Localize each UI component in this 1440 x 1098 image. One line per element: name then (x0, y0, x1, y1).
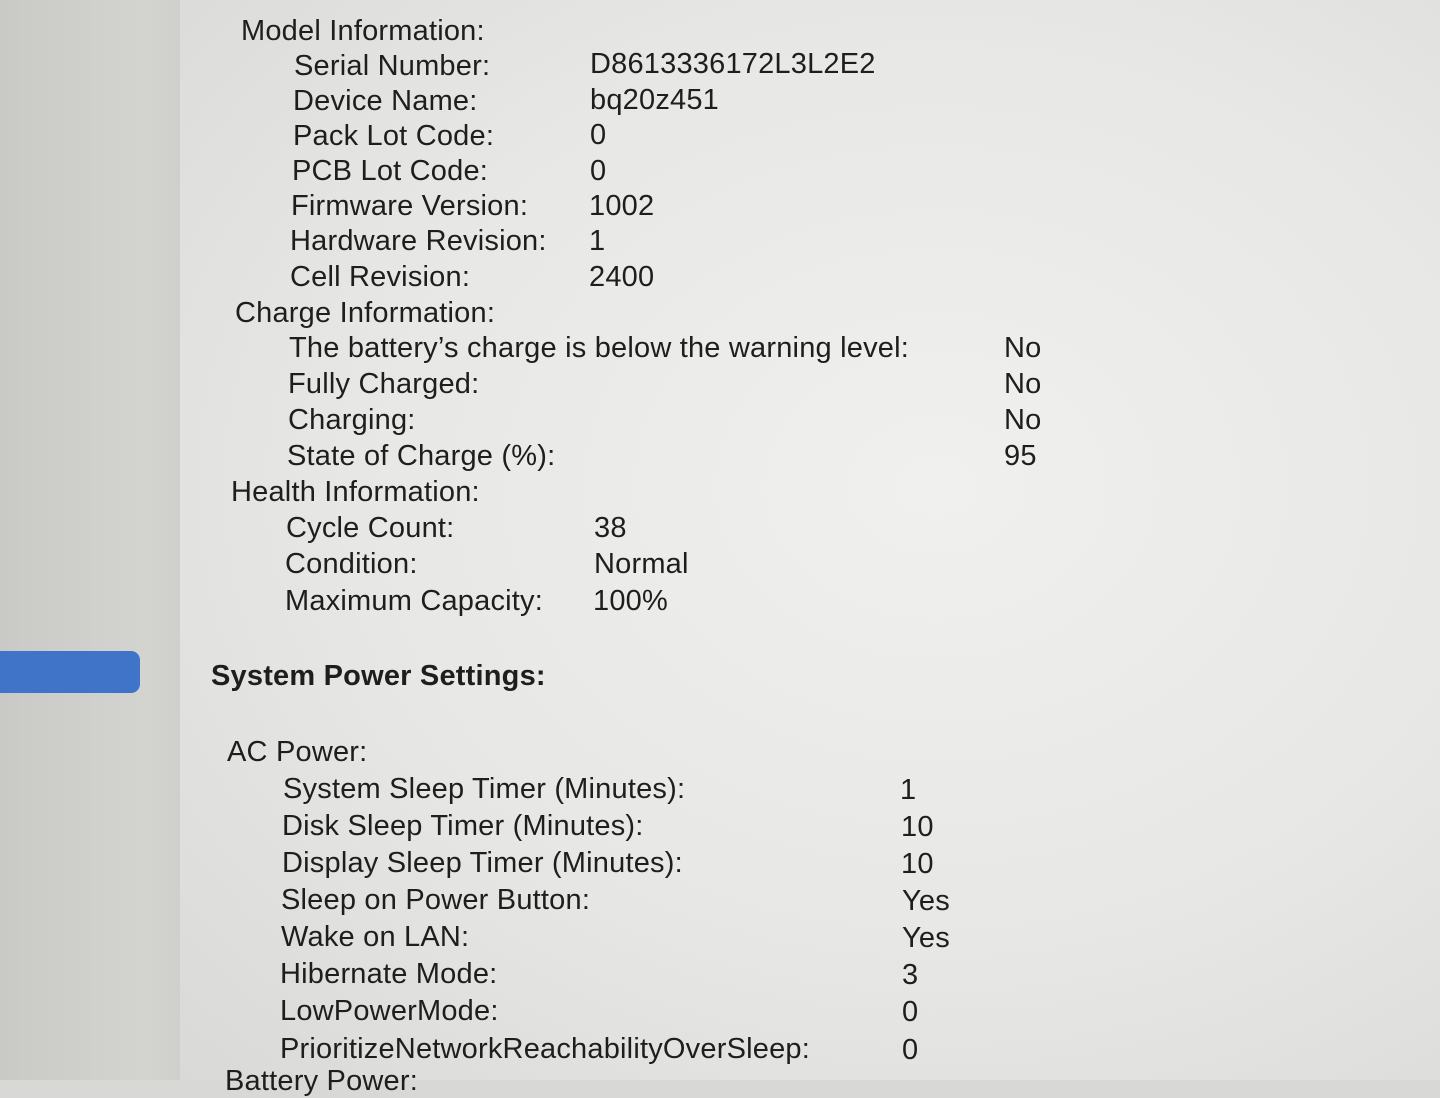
serial-number-label: Serial Number: (294, 50, 491, 82)
cell-revision-label: Cell Revision: (290, 261, 471, 293)
below-warning-level-value: No (1004, 332, 1042, 364)
sidebar-selected-item[interactable] (0, 651, 140, 693)
prioritize-network-reachability-label: PrioritizeNetworkReachabilityOverSleep: (280, 1033, 810, 1065)
model-information-heading: Model Information: (241, 15, 485, 47)
disk-sleep-timer-label: Disk Sleep Timer (Minutes): (282, 810, 644, 842)
device-name-value: bq20z451 (590, 84, 719, 116)
ac-power-heading: AC Power: (227, 736, 368, 768)
pcb-lot-code-value: 0 (590, 155, 607, 187)
health-information-heading: Health Information: (231, 476, 480, 508)
device-name-label: Device Name: (293, 85, 478, 117)
system-sleep-timer-value: 1 (900, 774, 917, 806)
sidebar (0, 0, 180, 1080)
fully-charged-label: Fully Charged: (288, 368, 480, 400)
charging-label: Charging: (288, 404, 416, 436)
system-sleep-timer-label: System Sleep Timer (Minutes): (283, 773, 686, 805)
hardware-revision-value: 1 (589, 225, 606, 257)
wake-on-lan-label: Wake on LAN: (281, 921, 470, 953)
state-of-charge-label: State of Charge (%): (287, 440, 556, 472)
system-report-detail-pane (180, 0, 1440, 1097)
pack-lot-code-label: Pack Lot Code: (293, 120, 495, 152)
sleep-on-power-button-label: Sleep on Power Button: (281, 884, 591, 916)
hardware-revision-label: Hardware Revision: (290, 225, 547, 257)
low-power-mode-label: LowPowerMode: (280, 995, 499, 1027)
cycle-count-value: 38 (594, 512, 627, 544)
maximum-capacity-value: 100% (593, 585, 668, 617)
display-sleep-timer-label: Display Sleep Timer (Minutes): (282, 847, 683, 879)
condition-value: Normal (594, 548, 689, 580)
charging-value: No (1004, 404, 1042, 436)
hibernate-mode-label: Hibernate Mode: (280, 958, 498, 990)
low-power-mode-value: 0 (902, 996, 919, 1028)
disk-sleep-timer-value: 10 (901, 811, 934, 843)
pack-lot-code-value: 0 (590, 119, 607, 151)
pcb-lot-code-label: PCB Lot Code: (292, 155, 489, 187)
below-warning-level-label: The battery’s charge is below the warning level: (289, 332, 910, 364)
state-of-charge-value: 95 (1004, 440, 1037, 472)
charge-information-heading: Charge Information: (235, 297, 496, 329)
maximum-capacity-label: Maximum Capacity: (285, 585, 544, 617)
cell-revision-value: 2400 (589, 261, 655, 293)
wake-on-lan-value: Yes (902, 922, 950, 954)
fully-charged-value: No (1004, 368, 1042, 400)
condition-label: Condition: (285, 548, 418, 580)
system-power-settings-heading: System Power Settings: (211, 660, 546, 692)
firmware-version-value: 1002 (589, 190, 655, 222)
prioritize-network-reachability-value: 0 (902, 1034, 919, 1066)
sleep-on-power-button-value: Yes (902, 885, 950, 917)
hibernate-mode-value: 3 (902, 959, 919, 991)
display-sleep-timer-value: 10 (901, 848, 934, 880)
battery-power-heading: Battery Power: (225, 1065, 418, 1097)
serial-number-value: D8613336172L3L2E2 (590, 48, 876, 80)
firmware-version-label: Firmware Version: (291, 190, 529, 222)
cycle-count-label: Cycle Count: (286, 512, 455, 544)
